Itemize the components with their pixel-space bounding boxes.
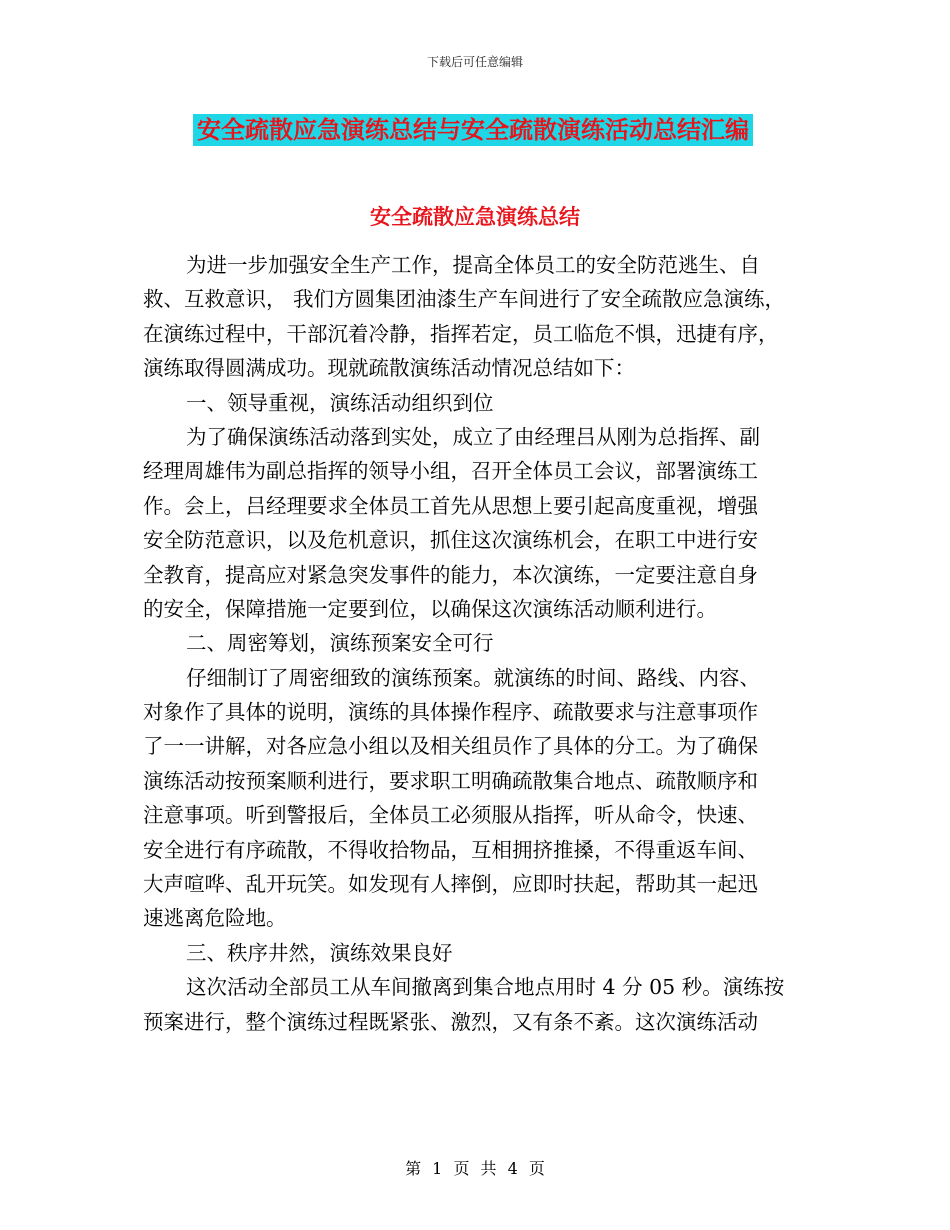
paragraph-line: 对象作了具体的说明，演练的具体操作程序、疏散要求与注意事项作 bbox=[143, 700, 758, 725]
paragraph-line: 在演练过程中，干部沉着冷静，指挥若定，员工临危不惧，迅捷有序， bbox=[143, 321, 779, 346]
body-text bbox=[143, 248, 809, 1039]
paragraph-line: 预案进行，整个演练过程既紧张、激烈，又有条不紊。这次演练活动 bbox=[143, 1009, 758, 1034]
header-note: 下载后可任意编辑 bbox=[426, 55, 523, 69]
paragraph-line: 为了确保演练活动落到实处，成立了由经理吕从刚为总指挥、副 bbox=[186, 424, 760, 449]
paragraph-line: 为进一步加强安全生产工作，提高全体员工的安全防范逃生、自 bbox=[186, 253, 760, 277]
heading-line: 三、秩序井然，演练效果良好 bbox=[186, 940, 453, 965]
paragraph-line: 安全进行有序疏散，不得收拾物品，互相拥挤推搡，不得重返车间、 bbox=[143, 837, 758, 862]
paragraph-line: 仔细制订了周密细致的演练预案。就演练的时间、路线、内容、 bbox=[186, 665, 760, 690]
paragraph-line: 大声喧哗、乱开玩笑。如发现有人摔倒，应即时扶起，帮助其一起迅 bbox=[143, 872, 758, 897]
paragraph-line: 演练活动按预案顺利进行，要求职工明确疏散集合地点、疏散顺序和 bbox=[143, 768, 758, 793]
section-title: 安全疏散应急演练总结 bbox=[370, 205, 580, 229]
paragraph-line: 救、互救意识， 我们方圆集团油漆生产车间进行了安全疏散应急演练， bbox=[143, 287, 786, 312]
paragraph-line: 演练取得圆满成功。现就疏散演练活动情况总结如下： bbox=[143, 356, 635, 381]
main-title: 安全疏散应急演练总结与安全疏散演练活动总结汇编 bbox=[193, 114, 753, 146]
paragraph-line: 作。会上，吕经理要求全体员工首先从思想上要引起高度重视，增强 bbox=[143, 493, 758, 518]
paragraph-line: 的安全，保障措施一定要到位，以确保这次演练活动顺利进行。 bbox=[143, 596, 717, 621]
paragraph-line: 安全防范意识，以及危机意识，抓住这次演练机会，在职工中进行安 bbox=[143, 528, 758, 553]
heading-line: 一、领导重视，演练活动组织到位 bbox=[186, 390, 494, 415]
paragraph-line: 速逃离危险地。 bbox=[143, 906, 287, 931]
paragraph-line: 这次活动全部员工从车间撤离到集合地点用时 4 分 05 秒。演练按 bbox=[186, 975, 785, 1000]
paragraph-line: 了一一讲解，对各应急小组以及相关组员作了具体的分工。为了确保 bbox=[143, 734, 758, 759]
page-footer: 第 1 页 共 4 页 bbox=[405, 1159, 545, 1178]
paragraph-line: 注意事项。听到警报后，全体员工必须服从指挥，听从命令，快速、 bbox=[143, 803, 758, 828]
paragraph-line: 全教育，提高应对紧急突发事件的能力，本次演练，一定要注意自身 bbox=[143, 562, 758, 587]
heading-line: 二、周密筹划，演练预案安全可行 bbox=[186, 631, 494, 656]
paragraph-line: 经理周雄伟为副总指挥的领导小组，召开全体员工会议，部署演练工 bbox=[143, 459, 758, 484]
